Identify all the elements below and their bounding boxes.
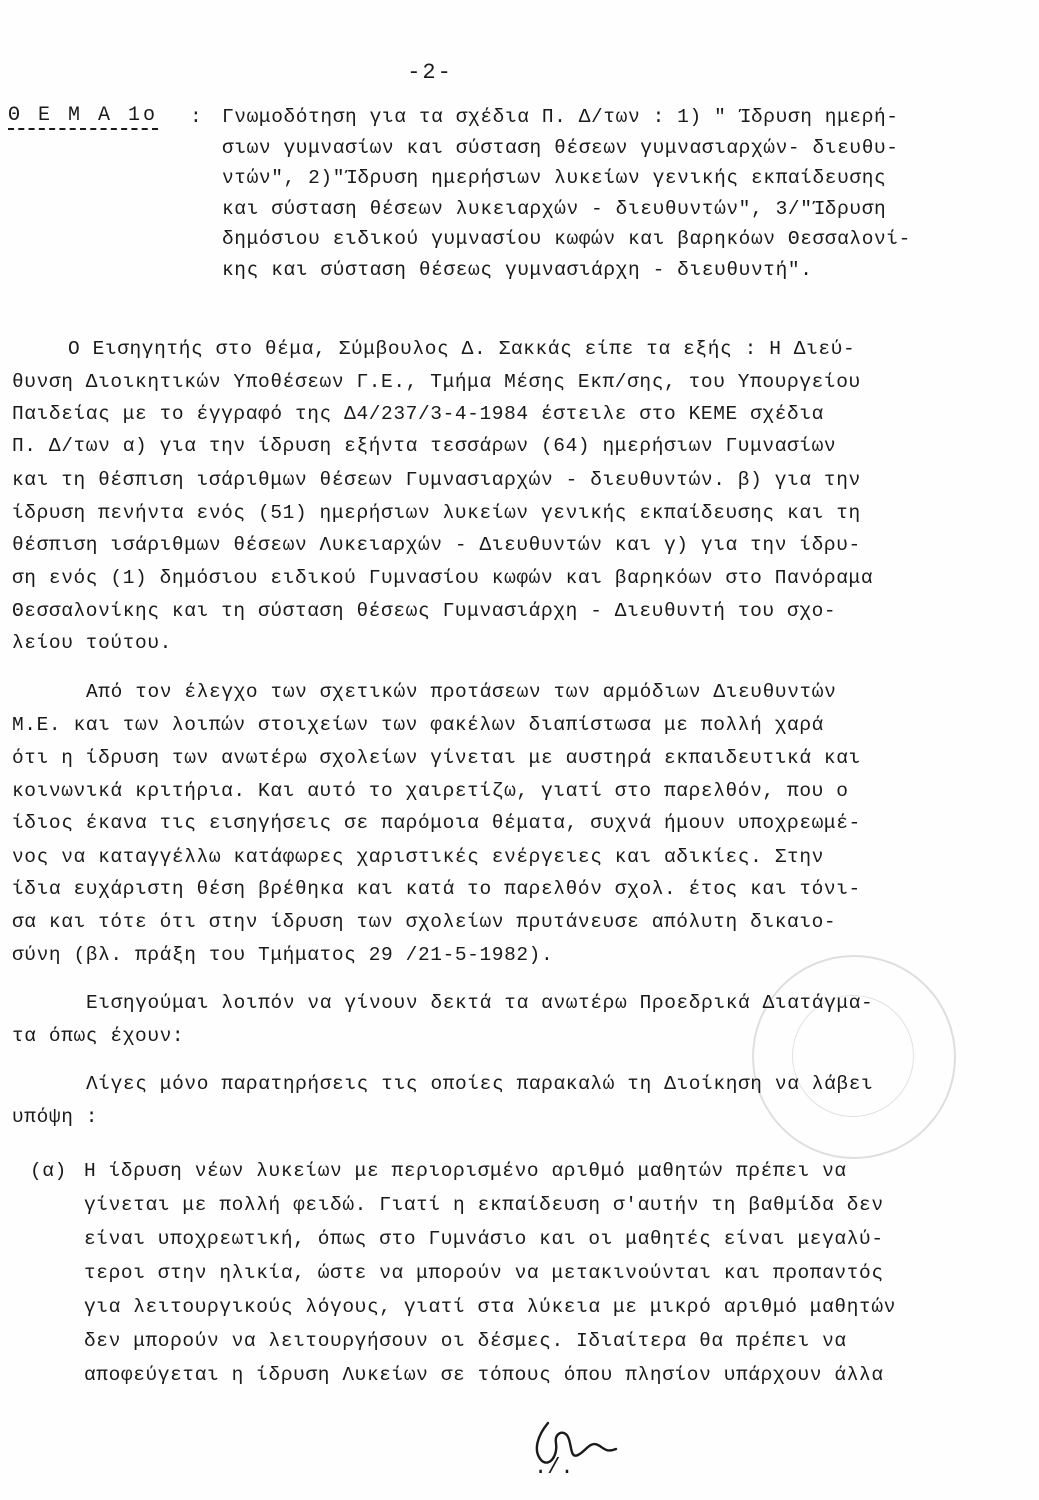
item-text-line: για λειτουργικούς λόγους, γιατί στα λύκεια με μικρό αριθμό μαθητών — [84, 1296, 896, 1318]
body-text-line: σύνη (βλ. πράξη του Τμήματος 29 /21-5-1982). — [12, 944, 554, 966]
page-number: -2- — [407, 60, 453, 85]
theme-title-line: και σύσταση θέσεων λυκειαρχών - διευθυντών", 3/"Ίδρυση — [222, 197, 887, 220]
body-text-line: κοινωνικά κριτήρια. Και αυτό το χαιρετίζω, γιατί στο παρελθόν, που ο — [12, 780, 849, 802]
body-text-line: νος να καταγγέλλω κατάφωρες χαριστικές ενέργειες και αδικίες. Στην — [12, 846, 824, 868]
item-text-line: τεροι στην ηλικία, ώστε να μπορούν να μετακινούνται και προπαντός — [84, 1262, 884, 1284]
body-text-line: θυνση Διοικητικών Υποθέσεων Γ.Ε., Τμήμα Μέσης Εκπ/σης, του Υπουργείου — [12, 371, 861, 393]
faint-stamp-seal — [752, 955, 956, 1159]
body-text-line: υπόψη : — [12, 1106, 99, 1128]
theme-title-line: σιων γυμνασίων και σύσταση θέσεων γυμνασιαρχών- διευθυ- — [222, 136, 899, 159]
body-text-line: Θεσσαλονίκης και τη σύσταση θέσεως Γυμνασιάρχη - Διευθυντή του σχο- — [12, 600, 837, 622]
continuation-mark: ./. — [534, 1455, 574, 1480]
body-text-line: ση ενός (1) δημόσιου ειδικού Γυμνασίου κωφών και βαρηκόων στο Πανόραμα — [12, 567, 874, 589]
item-marker: (α) — [30, 1160, 67, 1182]
body-text-line: Από τον έλεγχο των σχετικών προτάσεων των αρμόδιων Διευθυντών — [86, 681, 837, 703]
theme-separator: : — [190, 106, 203, 128]
body-text-line: ίδιος έκανα τις εισηγήσεις σε παρόμοια θέματα, συχνά ήμουν υποχρεωμέ- — [12, 812, 861, 834]
body-text-line: Παιδείας με το έγγραφό της Δ4/237/3-4-1984 έστειλε στο ΚΕΜΕ σχέδια — [12, 403, 824, 425]
theme-title-line: δημόσιου ειδικού γυμνασίου κωφών και βαρηκόων Θεσσαλονί- — [222, 228, 911, 250]
body-text-line: σα και τότε ότι στην ίδρυση των σχολείων πρυτάνευσε απόλυτη δικαιο- — [12, 911, 837, 933]
item-text-line: δεν μπορούν να λειτουργήσουν οι δέσμες. Ιδιαίτερα θα πρέπει να — [84, 1330, 847, 1352]
item-text-line: αποφεύγεται η ίδρυση Λυκείων σε τόπους όπου πλησίον υπάρχουν άλλα — [84, 1364, 884, 1386]
item-text-line: Η ίδρυση νέων λυκείων με περιορισμένο αριθμό μαθητών πρέπει να — [84, 1160, 847, 1182]
body-text-line: Ο Εισηγητής στο θέμα, Σύμβουλος Δ. Σακκάς είπε τα εξής : Η Διεύ- — [68, 338, 856, 360]
body-text-line: ίδρυση πενήντα ενός (51) ημερήσιων λυκείων γενικής εκπαίδευσης και τη — [12, 502, 861, 524]
body-text-line: Μ.Ε. και των λοιπών στοιχείων των φακέλων διαπίστωσα με πολλή χαρά — [12, 714, 824, 736]
item-text-line: είναι υποχρεωτική, όπως στο Γυμνάσιο και οι μαθητές είναι μεγαλύ- — [84, 1228, 884, 1250]
theme-title-line: ντών", 2)"Ίδρυση ημερήσιων λυκείων γενικής εκπαίδευσης — [222, 167, 887, 189]
body-text-line: Εισηγούμαι λοιπόν να γίνουν δεκτά τα ανωτέρω Προεδρικά Διατάγμα- — [86, 992, 874, 1014]
body-text-line: Λίγες μόνο παρατηρήσεις τις οποίες παρακαλώ τη Διοίκηση να λάβει — [86, 1073, 874, 1095]
body-text-line: τα όπως έχουν: — [12, 1025, 185, 1047]
item-text-line: γίνεται με πολλή φειδώ. Γιατί η εκπαίδευση σ'αυτήν τη βαθμίδα δεν — [84, 1194, 884, 1216]
body-text-line: θέσπιση ισάριθμων θέσεων Λυκειαρχών - Διευθυντών και γ) για την ίδρυ- — [12, 534, 861, 556]
theme-label: Θ Ε Μ Α 1ο — [8, 104, 158, 130]
body-text-line: ότι η ίδρυση των ανωτέρω σχολείων γίνεται με αυστηρά εκπαιδευτικά και — [12, 747, 861, 769]
theme-title-line: Γνωμοδότηση για τα σχέδια Π. Δ/των : 1) " Ίδρυση ημερή- — [222, 106, 899, 128]
body-text-line: λείου τούτου. — [12, 632, 172, 654]
body-text-line: ίδια ευχάριστη θέση βρέθηκα και κατά το παρελθόν σχολ. έτος και τόνι- — [12, 878, 861, 900]
body-text-line: Π. Δ/των α) για την ίδρυση εξήντα τεσσάρων (64) ημερήσιων Γυμνασίων — [12, 435, 837, 457]
theme-title-line: κης και σύσταση θέσεως γυμνασιάρχη - διευθυντή". — [222, 258, 813, 281]
body-text-line: και τη θέσπιση ισάριθμων θέσεων Γυμνασιαρχών - διευθυντών. β) για την — [12, 469, 861, 491]
